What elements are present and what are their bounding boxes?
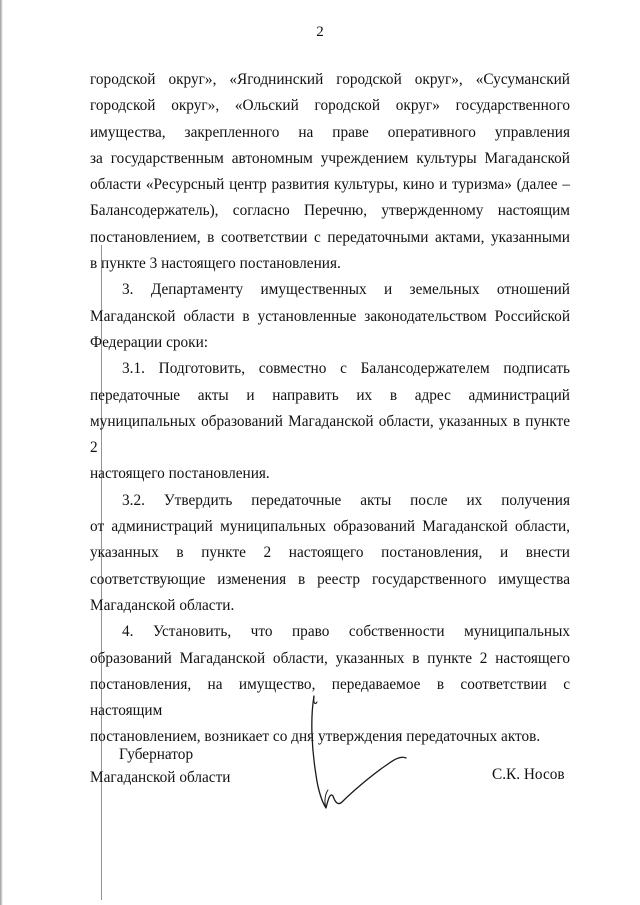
text-line: имущества, закрепленного на праве оперативного управления (90, 123, 570, 141)
text-line: Магаданской области. (90, 596, 235, 614)
text-line: настоящего постановления. (90, 465, 270, 483)
text-line: 4. Установить, что право собственности муниципальных (122, 623, 570, 641)
text-line: от администраций муниципальных образований Магаданской области, (90, 518, 570, 536)
paragraph-transfer-continuation (90, 67, 570, 277)
text-line: передаточные акты и направить их в адрес администраций (90, 386, 570, 404)
text-line: Балансодержатель), согласно Перечню, утвержденному настоящим (90, 202, 570, 220)
text-line: городской округ», «Ольский городской округ» государственного (90, 97, 570, 115)
text-line: соответствующие изменения в реестр государственного имущества (90, 570, 570, 588)
text-line: постановлением, в соответствии с передаточными актами, указанными (90, 228, 570, 246)
signatory-region: Магаданской области (90, 769, 231, 786)
paragraph-item-3-1 (90, 356, 570, 487)
signatory-name: С.К. Носов (492, 766, 565, 783)
text-line: за государственным автономным учреждением культуры Магаданской (90, 149, 570, 167)
text-line: постановления, на имущество, передаваемое в соответствии с настоящим (90, 675, 570, 720)
text-line: городской округ», «Ягоднинский городской округ», «Сусуманский (90, 71, 570, 88)
text-line: Магаданской области в установленные законодательством Российской (90, 307, 570, 325)
paragraph-item-3-2 (90, 488, 570, 619)
text-line: 3. Департаменту имущественных и земельных отношений (122, 281, 570, 299)
text-line: в пункте 3 настоящего постановления. (90, 255, 341, 273)
signatory-title (90, 743, 230, 789)
text-line: 3.1. Подготовить, совместно с Балансодержателем подписать (122, 360, 570, 378)
text-line: постановлением, возникает со дня утверждения передаточных актов. (90, 728, 541, 746)
page-number: 2 (316, 24, 324, 40)
scan-edge (0, 0, 3, 905)
document-body (90, 67, 570, 751)
handwritten-signature (300, 690, 420, 820)
text-line: муниципальных образований Магаданской области, указанных в пункте 2 (90, 412, 570, 457)
text-line: области «Ресурсный центр развития культуры, кино и туризма» (далее – (90, 176, 570, 194)
paragraph-item-3 (90, 277, 570, 356)
text-line: указанных в пункте 2 настоящего постановления, и внести (90, 544, 570, 562)
text-line: 3.2. Утвердить передаточные акты после их получения (122, 491, 570, 509)
signatory-position: Губернатор (119, 746, 194, 763)
text-line: образований Магаданской области, указанных в пункте 2 настоящего (90, 649, 570, 667)
text-line: Федерации сроки: (90, 333, 209, 351)
